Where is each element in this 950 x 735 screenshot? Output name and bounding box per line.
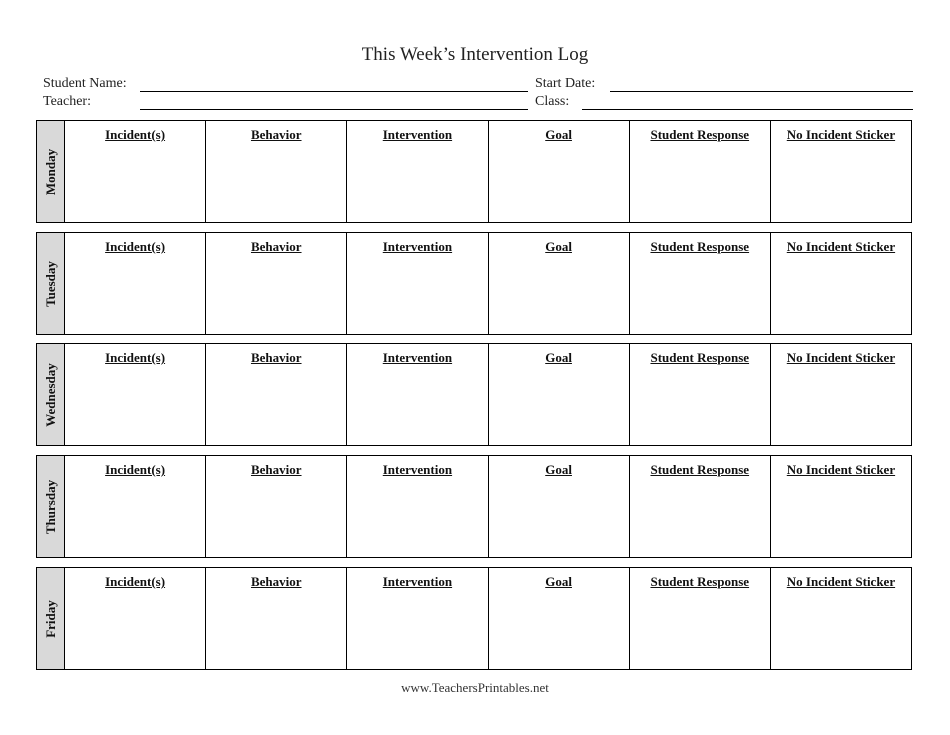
intervention-cell[interactable] bbox=[347, 344, 488, 445]
goal-cell[interactable] bbox=[489, 121, 630, 222]
column-header: Student Response bbox=[650, 574, 750, 589]
class-label: Class: bbox=[535, 94, 570, 109]
column-header: Intervention bbox=[382, 239, 453, 254]
day-side bbox=[37, 568, 65, 669]
column-header: No Incident Sticker bbox=[786, 127, 896, 142]
column-header: No Incident Sticker bbox=[786, 462, 896, 477]
student-response-cell[interactable] bbox=[630, 456, 771, 557]
day-label: Tuesday bbox=[42, 260, 58, 307]
column-header: No Incident Sticker bbox=[786, 239, 896, 254]
start-date-field[interactable] bbox=[610, 91, 913, 92]
behavior-cell[interactable] bbox=[206, 344, 347, 445]
teacher-label: Teacher: bbox=[43, 94, 91, 109]
student-response-cell[interactable] bbox=[630, 344, 771, 445]
teacher-field[interactable] bbox=[140, 109, 528, 110]
column-header: Incident(s) bbox=[105, 462, 166, 477]
footer-url: www.TeachersPrintables.net bbox=[401, 680, 549, 695]
no-incident-sticker-cell[interactable] bbox=[771, 568, 911, 669]
intervention-cell[interactable] bbox=[347, 456, 488, 557]
incidents-cell[interactable] bbox=[65, 456, 206, 557]
column-header: Student Response bbox=[650, 462, 750, 477]
day-label: Thursday bbox=[42, 479, 58, 534]
column-header: Behavior bbox=[250, 350, 302, 365]
column-header: Behavior bbox=[250, 127, 302, 142]
intervention-cell[interactable] bbox=[347, 568, 488, 669]
column-header: Behavior bbox=[250, 574, 302, 589]
intervention-cell[interactable] bbox=[347, 233, 488, 334]
student-response-cell[interactable] bbox=[630, 568, 771, 669]
column-header: Incident(s) bbox=[105, 127, 166, 142]
no-incident-sticker-cell[interactable] bbox=[771, 233, 911, 334]
day-table-wednesday bbox=[36, 343, 912, 446]
page-title: This Week’s Intervention Log bbox=[361, 44, 589, 65]
incidents-cell[interactable] bbox=[65, 568, 206, 669]
column-header: Incident(s) bbox=[105, 350, 166, 365]
no-incident-sticker-cell[interactable] bbox=[771, 456, 911, 557]
column-header: Student Response bbox=[650, 239, 750, 254]
day-label: Wednesday bbox=[42, 362, 58, 427]
day-side bbox=[37, 344, 65, 445]
no-incident-sticker-cell[interactable] bbox=[771, 121, 911, 222]
column-header: No Incident Sticker bbox=[786, 350, 896, 365]
column-header: Goal bbox=[545, 350, 572, 365]
day-side bbox=[37, 456, 65, 557]
column-header: Student Response bbox=[650, 350, 750, 365]
behavior-cell[interactable] bbox=[206, 121, 347, 222]
day-side bbox=[37, 233, 65, 334]
incidents-cell[interactable] bbox=[65, 121, 206, 222]
intervention-cell[interactable] bbox=[347, 121, 488, 222]
student-response-cell[interactable] bbox=[630, 233, 771, 334]
column-header: No Incident Sticker bbox=[786, 574, 896, 589]
incidents-cell[interactable] bbox=[65, 233, 206, 334]
incidents-cell[interactable] bbox=[65, 344, 206, 445]
goal-cell[interactable] bbox=[489, 568, 630, 669]
day-side bbox=[37, 121, 65, 222]
day-table-thursday bbox=[36, 455, 912, 558]
class-field[interactable] bbox=[582, 109, 913, 110]
column-header: Behavior bbox=[250, 462, 302, 477]
behavior-cell[interactable] bbox=[206, 456, 347, 557]
column-header: Intervention bbox=[382, 127, 453, 142]
column-header: Incident(s) bbox=[105, 574, 166, 589]
column-header: Goal bbox=[545, 462, 572, 477]
column-header: Behavior bbox=[250, 239, 302, 254]
day-label: Monday bbox=[42, 148, 58, 195]
behavior-cell[interactable] bbox=[206, 568, 347, 669]
day-table-monday bbox=[36, 120, 912, 223]
goal-cell[interactable] bbox=[489, 344, 630, 445]
column-header: Student Response bbox=[650, 127, 750, 142]
behavior-cell[interactable] bbox=[206, 233, 347, 334]
start-date-label: Start Date: bbox=[535, 76, 596, 91]
goal-cell[interactable] bbox=[489, 456, 630, 557]
column-header: Intervention bbox=[382, 574, 453, 589]
student-name-field[interactable] bbox=[140, 91, 528, 92]
day-table-friday bbox=[36, 567, 912, 670]
no-incident-sticker-cell[interactable] bbox=[771, 344, 911, 445]
student-response-cell[interactable] bbox=[630, 121, 771, 222]
goal-cell[interactable] bbox=[489, 233, 630, 334]
student-name-label: Student Name: bbox=[43, 76, 127, 91]
column-header: Goal bbox=[545, 127, 572, 142]
column-header: Goal bbox=[545, 574, 572, 589]
column-header: Incident(s) bbox=[105, 239, 166, 254]
day-label: Friday bbox=[42, 599, 58, 638]
column-header: Intervention bbox=[382, 462, 453, 477]
column-header: Goal bbox=[545, 239, 572, 254]
column-header: Intervention bbox=[382, 350, 453, 365]
day-table-tuesday bbox=[36, 232, 912, 335]
